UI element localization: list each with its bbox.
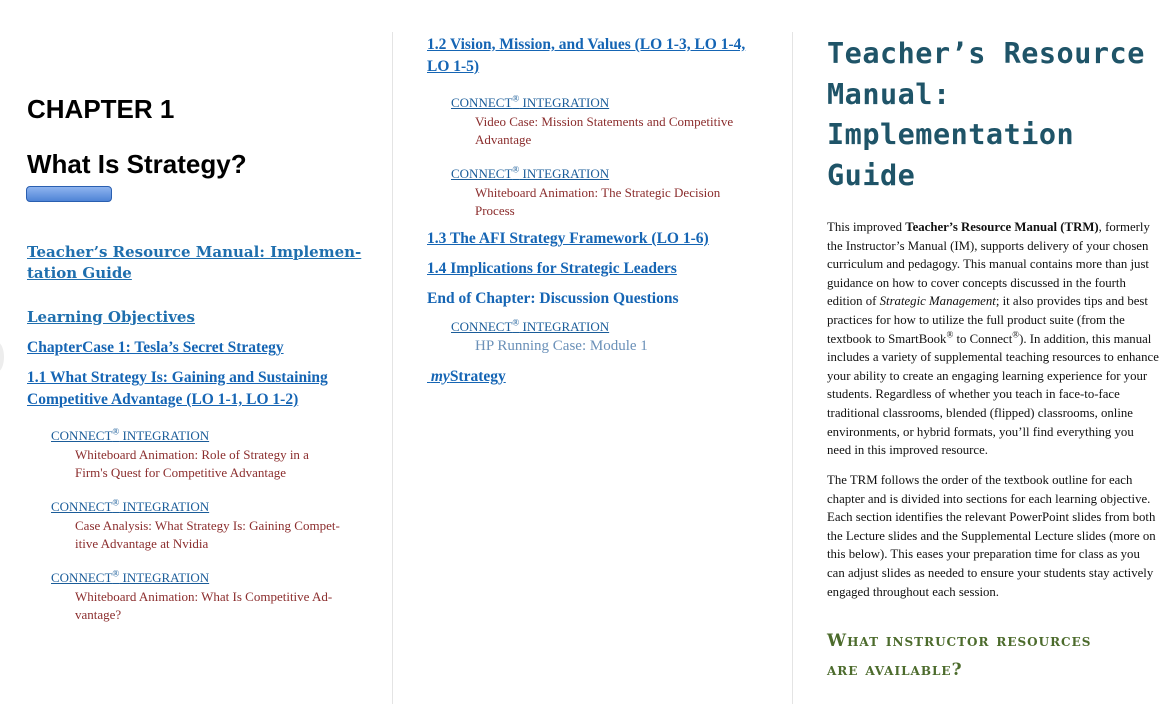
connect-label-suffix: INTEGRATION	[119, 570, 210, 585]
connect-item-line2: Firm's Quest for Competitive Advantage	[75, 465, 287, 480]
connect-item-line1: Whiteboard Animation: Role of Strategy in a	[75, 447, 309, 462]
connect-label-suffix: INTEGRATION	[119, 428, 210, 443]
outline-paragraph: The TRM follows the order of the textbook outline for each chapter and is divided into sections for each learning objective. Each section identifies the relevant PowerPoint slides from both the Lecture slides and the Supplemental Lecture slides (more on this below). This eases your preparation time for class as you can adjust slides as needed to ensure your students stay actively engaged throughout each session.	[827, 473, 1156, 599]
connect-item-line2: Advantage	[475, 132, 532, 147]
trm-title-line2: Manual:	[827, 77, 951, 111]
section-1-2-line2: LO 1-5)	[427, 58, 480, 75]
chapter-title: What Is Strategy?	[27, 149, 247, 179]
mystrategy-suffix: Strategy	[449, 368, 506, 385]
hp-running-case: HP Running Case: Module 1	[475, 338, 648, 354]
connect-item-text	[75, 517, 340, 553]
resources-heading	[827, 627, 1157, 685]
connect-item-text	[475, 113, 733, 149]
connect-item-line1: Whiteboard Animation: What Is Competitive Ad-	[75, 589, 333, 604]
toc-link-section-1-2[interactable]	[427, 34, 745, 78]
connect-label-text: CONNECT	[51, 499, 113, 514]
toc-link-chapter-case[interactable]: ChapterCase 1: Tesla’s Secret Strategy	[27, 339, 284, 356]
connect-integration-link[interactable]	[51, 498, 209, 515]
connect-item-line2: vantage?	[75, 607, 122, 622]
connect-integration-link[interactable]	[51, 569, 209, 586]
toc-link-trm-guide-line2: tation Guide	[27, 264, 132, 282]
registered-mark: ®	[1012, 329, 1020, 340]
trm-title	[827, 34, 1157, 196]
registered-mark: ®	[112, 497, 120, 508]
toc-link-section-1-4[interactable]: 1.4 Implications for Strategic Leaders	[427, 260, 677, 277]
intro-text: ; it also provides tips and best practices for how to utilize the full product suite (from the textbook to SmartBook	[827, 294, 1148, 346]
mystrategy-prefix: my	[430, 368, 450, 385]
connect-item-text	[475, 184, 720, 220]
connect-item-line2: itive Advantage at Nvidia	[75, 536, 209, 551]
toc-link-trm-guide-line1: Teacher’s Resource Manual: Implemen-	[27, 243, 362, 261]
resources-heading-line2: are available?	[827, 660, 963, 680]
registered-mark: ®	[112, 426, 120, 437]
connect-label-text: CONNECT	[451, 319, 513, 334]
connect-integration-link[interactable]	[451, 165, 609, 182]
toc-link-section-1-3[interactable]: 1.3 The AFI Strategy Framework (LO 1-6)	[427, 230, 709, 247]
trm-title-line3: Implementation	[827, 118, 1075, 151]
connect-item-text	[75, 588, 332, 624]
registered-mark: ®	[946, 329, 954, 340]
connect-label-text: CONNECT	[451, 95, 513, 110]
connect-integration-link[interactable]	[451, 318, 609, 335]
chapter-accent-bar	[26, 186, 112, 202]
connect-integration-link[interactable]	[51, 427, 209, 444]
trm-title-line4: Guide	[827, 158, 916, 192]
connect-integration-link[interactable]	[451, 94, 609, 111]
column-divider-left	[392, 32, 393, 704]
section-1-1-line1: 1.1 What Strategy Is: Gaining and Sustaining	[27, 369, 328, 386]
resources-heading-line1: What instructor resources	[827, 631, 1092, 651]
chapter-label: CHAPTER 1	[27, 94, 175, 124]
registered-mark: ®	[512, 93, 520, 104]
trm-title-line1: Teacher’s Resource	[827, 37, 1145, 70]
connect-label-suffix: INTEGRATION	[519, 95, 610, 110]
intro-paragraph	[827, 218, 1159, 460]
registered-mark: ®	[512, 317, 520, 328]
toc-link-mystrategy[interactable]	[427, 366, 506, 388]
column-divider-right	[792, 32, 793, 704]
connect-label-text: CONNECT	[51, 570, 113, 585]
connect-item-text	[75, 446, 309, 482]
connect-item-line1: Whiteboard Animation: The Strategic Decision	[475, 185, 721, 200]
connect-label-suffix: INTEGRATION	[519, 319, 610, 334]
toc-link-learning-objectives[interactable]: Learning Objectives	[27, 308, 195, 326]
page-edge-tab	[0, 342, 4, 372]
registered-mark: ®	[112, 568, 120, 579]
toc-link-trm-guide[interactable]	[27, 242, 361, 284]
intro-text: to Connect	[953, 331, 1013, 346]
connect-item-line1: Video Case: Mission Statements and Competitive	[475, 114, 734, 129]
intro-bold: Teacher’s Resource Manual (TRM)	[905, 220, 1099, 234]
toc-link-section-1-1[interactable]	[27, 367, 328, 411]
end-of-chapter-heading: End of Chapter: Discussion Questions	[427, 290, 679, 307]
intro-italic-title: Strategic Management	[879, 294, 996, 309]
connect-label-text: CONNECT	[51, 428, 113, 443]
section-1-2-line1: 1.2 Vision, Mission, and Values (LO 1-3, LO 1-4,	[427, 36, 746, 53]
connect-item-line2: Process	[475, 203, 515, 218]
section-1-1-line2: Competitive Advantage (LO 1-1, LO 1-2)	[27, 391, 299, 408]
intro-text: , formerly the Instructor’s Manual (IM), supports delivery of your chosen curriculum and pedagogy. This manual contains more than just guidance on how to cover concepts discussed in the fourth edition of	[827, 220, 1150, 309]
connect-item-line1: Case Analysis: What Strategy Is: Gaining Compet-	[75, 518, 340, 533]
registered-mark: ®	[512, 164, 520, 175]
connect-label-suffix: INTEGRATION	[119, 499, 210, 514]
intro-text: This improved	[827, 220, 906, 234]
connect-label-suffix: INTEGRATION	[519, 166, 610, 181]
intro-text: ). In addition, this manual includes a variety of supplemental teaching resources to enhance your ability to create an engaging learning experience for your students. Regardless of whether you teach in face-to-face traditional classrooms, blended (flipped) classrooms, online environments, or hybrid formats, you’ll find everything you need in this improved resource.	[827, 331, 1159, 458]
connect-label-text: CONNECT	[451, 166, 513, 181]
